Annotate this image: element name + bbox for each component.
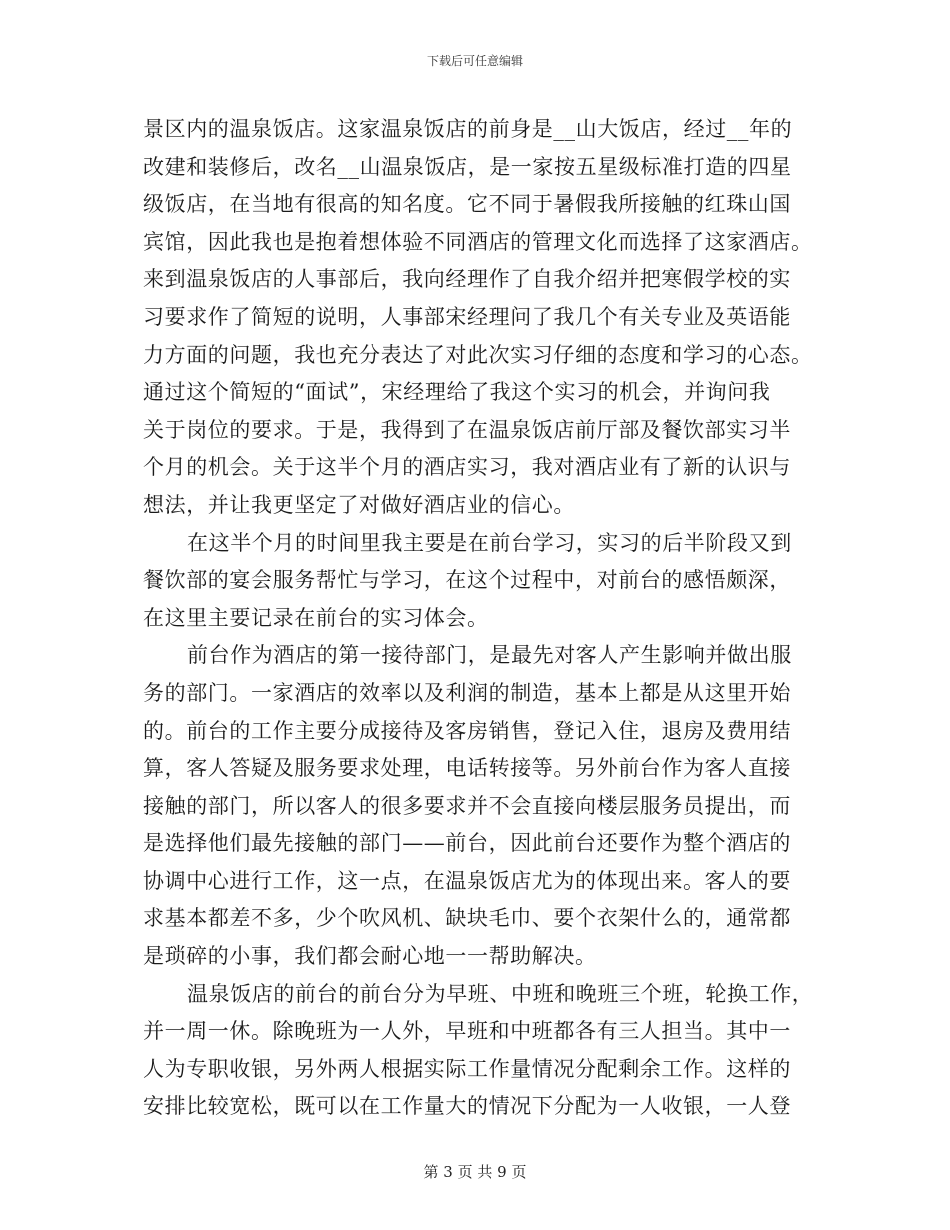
- text-line: 在这半个月的时间里我主要是在前台学习，实习的后半阶段又到: [187, 530, 792, 555]
- text-line: 安排比较宽松，既可以在工作量大的情况下分配为一人收银，一人登: [143, 1094, 791, 1119]
- text-line: 宾馆，因此我也是抱着想体验不同酒店的管理文化而选择了这家酒店。: [143, 229, 813, 254]
- text-line: 来到温泉饭店的人事部后，我向经理作了自我介绍并把寒假学校的实: [143, 267, 791, 292]
- text-line: 务的部门。一家酒店的效率以及利润的制造，基本上都是从这里开始: [143, 680, 791, 705]
- text-line: 是选择他们最先接触的部门——前台，因此前台还要作为整个酒店的: [143, 831, 791, 856]
- text-line: 是琐碎的小事，我们都会耐心地一一帮助解决。: [143, 944, 597, 969]
- text-line: 个月的机会。关于这半个月的酒店实习，我对酒店业有了新的认识与: [143, 455, 791, 480]
- text-line: 人为专职收银，另外两人根据实际工作量情况分配剩余工作。这样的: [143, 1056, 791, 1081]
- page-header: 下载后可任意编辑: [426, 54, 523, 68]
- text-line: 求基本都差不多，少个吹风机、缺块毛巾、要个衣架什么的，通常都: [143, 906, 791, 931]
- text-line: 景区内的温泉饭店。这家温泉饭店的前身是__山大饭店，经过__年的: [143, 117, 793, 141]
- text-line: 前台作为酒店的第一接待部门，是最先对客人产生影响并做出服: [187, 643, 792, 668]
- text-line: 在这里主要记录在前台的实习体会。: [143, 605, 489, 630]
- text-line: 协调中心进行工作，这一点，在温泉饭店尤为的体现出来。客人的要: [143, 868, 791, 893]
- text-line: 的。前台的工作主要分成接待及客房销售，登记入住，退房及费用结: [143, 718, 791, 743]
- text-line: 餐饮部的宴会服务帮忙与学习，在这个过程中，对前台的感悟颇深，: [143, 568, 791, 593]
- text-line: 力方面的问题，我也充分表达了对此次实习仔细的态度和学习的心态。: [143, 342, 813, 367]
- text-line: 温泉饭店的前台的前台分为早班、中班和晚班三个班，轮换工作，: [187, 981, 814, 1006]
- text-line: 关于岗位的要求。于是，我得到了在温泉饭店前厅部及餐饮部实习半: [143, 417, 791, 442]
- text-line: 级饭店，在当地有很高的知名度。它不同于暑假我所接触的红珠山国: [143, 192, 791, 217]
- text-line: 并一周一休。除晚班为一人外，早班和中班都各有三人担当。其中一: [143, 1019, 791, 1044]
- text-line: 习要求作了简短的说明，人事部宋经理问了我几个有关专业及英语能: [143, 304, 791, 329]
- text-line: 想法，并让我更坚定了对做好酒店业的信心。: [143, 492, 575, 517]
- text-line: 通过这个简短的“面试”，宋经理给了我这个实习的机会，并询问我: [143, 380, 771, 405]
- text-line: 接触的部门，所以客人的很多要求并不会直接向楼层服务员提出，而: [143, 793, 791, 818]
- page-footer: 第 3 页 共 9 页: [423, 1163, 527, 1181]
- body-text: [143, 111, 814, 1126]
- text-line: 改建和装修后，改名__山温泉饭店，是一家按五星级标准打造的四星: [143, 154, 792, 179]
- text-line: 算，客人答疑及服务要求处理，电话转接等。另外前台作为客人直接: [143, 756, 791, 781]
